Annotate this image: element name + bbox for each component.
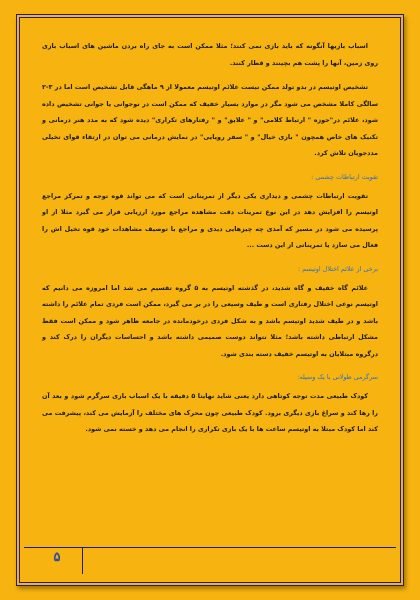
section-heading: سرگرمی طولانی با یک وسیله: [297, 373, 378, 381]
section-heading: تقویت ارتباطات چشمی : [311, 172, 378, 181]
page-content [42, 38, 378, 446]
document-page [16, 14, 404, 586]
section-heading: برخی از علائم اختلال اوتیسم : [297, 264, 378, 273]
paragraph: تشخیص اوتیسم در بدو تولد ممکن نیست علائم اوتیسم معمولا از ۹ ماهگی قابل تشخیص است اما در ۳-۲ سالگی کاملا مشخص می شود مگر در موارد بسیار خفیف که ممکن است در نوجوانی یا جوانی تشخیص داده شود، علائم در"حوزه " ارتباط کلامی" و " علایق" و " رفتارهای تکراری" دیده شود که به مدد هنر درمانی و تکنیک های خاص همچون " بازی خیال" و " سفر رویایی" در نمایش درمانی می توان در ارتقاء قوای تخیلی مددجویان تلاش کرد. [42, 83, 378, 157]
paragraph: کودک طبیعی مدت توجه کوتاهی دارد یعنی شاید نهایتا ۵ دقیقه با یک اسباب بازی سرگرم شود و بعد آن را رها کند و سراغ بازی دیگری برود. کودک طبیعی چون محرک های مختلف را آزمایش می کند، پیشرفت می کند اما کودک مبتلا به اوتیسم ساعت ها با یک بازی تکراری را انجام می دهد و خسته نمی شود. [42, 392, 378, 433]
footer-divider [82, 548, 83, 574]
page-number: ۵ [53, 550, 61, 565]
paragraph: تقویت ارتباطات چشمی و دیداری یکی دیگر از تمریناتی است که می تواند قوه توجه و تمرکز مراجع اوتیسم را افزایش دهد در این نوع تمرینات دقت مشاهده مراجع مورد ارزیابی قرار می گیرد مثلا از او پرسیده می شود در مسیر که آمدی چه چیزهایی دیدی و مراجع با توصیف مشاهدات خود قوه تخیل اش را فعال می سازد یا تمریناتی از این دست ... [42, 191, 378, 249]
paragraph: اسباب بازیها آنگونه که باید بازی نمی کنند؛ مثلا ممکن است به جای راه بردن ماشین های اسباب بازی روی زمین، آنها را پشت هم بچینند و قطار کنند. [42, 42, 378, 67]
page-footer [24, 547, 396, 574]
paragraph: علائم گاه خفیف و گاه شدید، در گذشته اوتیسم به ۵ گروه تقسیم می شد اما امروزه می دانیم که اوتیسم نوعی اختلال رفتاری است و طیف وسیعی را در بر می گیرد، ممکن است فردی تمام علائم را داشته باشد و در طیف شدید اوتیسم باشد و به شکل فردی درخودمانده در جامعه ظاهر شود و ممکن است فقط مشکل ارتباطی داشته باشد؛ مثلا نتواند دوست صمیمی داشته باشد و احساسات دیگران را درک کند و درگروه مبتلایان به اوتیسم خفیف دسته بندی شود. [42, 283, 378, 358]
